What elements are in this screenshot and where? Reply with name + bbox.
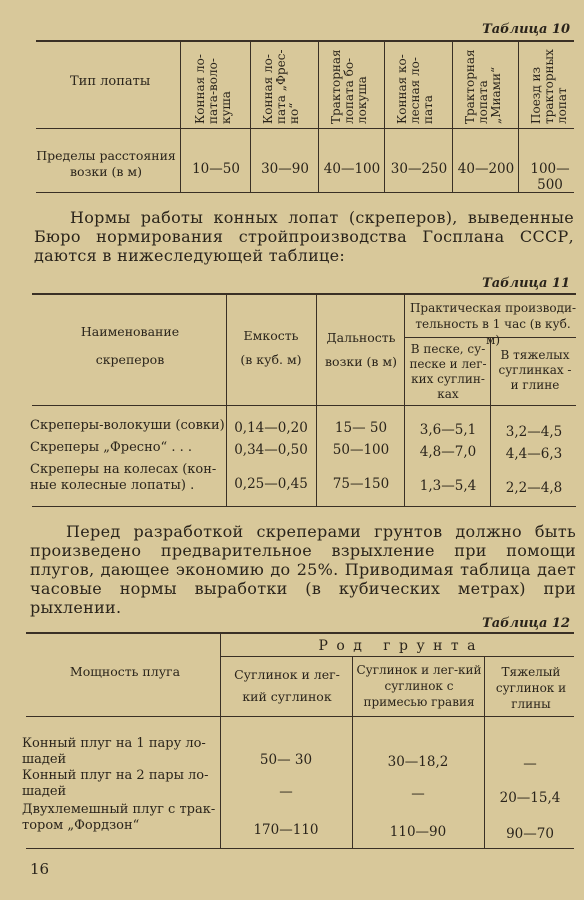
table11-sand: 4,8—7,0 xyxy=(419,444,477,460)
table10-value: 10—50 xyxy=(192,161,240,177)
table10-value: 40—100 xyxy=(323,161,381,177)
table10-value: 100—500 xyxy=(530,161,570,193)
table12-col1: Суглинок и лег-кий суглинок xyxy=(234,667,340,704)
table10-value: 30—90 xyxy=(261,161,309,177)
table11-row-name: Скреперы „Фресно“ . . . xyxy=(30,440,192,455)
table11-vline xyxy=(316,294,317,506)
table10-vline xyxy=(518,41,519,192)
table11-distance: 75—150 xyxy=(332,476,390,492)
table11-top-rule xyxy=(32,293,576,295)
table10-col-label: Тракторная лопата „Миами“ xyxy=(463,49,503,124)
table11-heavy: 4,4—6,3 xyxy=(505,446,563,462)
table10-bottom-rule xyxy=(36,192,574,193)
table11-row-name: Скреперы-волокуши (совки) xyxy=(30,418,225,433)
table12-vline xyxy=(484,657,485,848)
table12-col3: Тяжелый суглинок и глины xyxy=(495,665,567,711)
table11-distance: 50—100 xyxy=(332,442,390,458)
table10-col-label: Конная ло-пата „Фрес-но“ xyxy=(261,49,301,124)
table10-col-label: Конная ко-лесная ло-пата xyxy=(395,54,435,124)
table11-distance: 15— 50 xyxy=(334,420,388,436)
table11-col-capacity-2: (в куб. м) xyxy=(240,352,302,367)
table11-vline xyxy=(404,294,405,506)
table10-col-header xyxy=(330,44,374,124)
table12-v2: — xyxy=(411,786,425,802)
table10-col-header xyxy=(262,44,306,124)
table12-v3: 90—70 xyxy=(506,826,554,842)
table11-col-name: Наименование xyxy=(80,324,180,339)
table12-row-name: Конный плуг на 2 пары ло-шадей xyxy=(22,768,209,799)
table12-caption: Таблица 12 xyxy=(482,616,570,631)
table10-col-label: Тракторная лопата бо-локуша xyxy=(329,49,369,124)
table11-heavy: 3,2—4,5 xyxy=(505,424,563,440)
table11-col-name-2: скреперов xyxy=(95,352,165,367)
table10-col-header xyxy=(530,44,574,124)
table11-heavy: 2,2—4,8 xyxy=(505,480,563,496)
table10-vline xyxy=(180,41,181,192)
table12-v1: 50— 30 xyxy=(259,752,313,768)
table12-v3: 20—15,4 xyxy=(499,790,561,806)
table11-col-prod: Практическая производи-тельность в 1 час (в куб. м) xyxy=(409,301,577,347)
page-number: 16 xyxy=(30,860,50,878)
table11-vline xyxy=(490,338,491,506)
table10-vline xyxy=(318,41,319,192)
table10-row-header: Тип лопаты xyxy=(70,74,151,89)
paragraph-1: Нормы работы конных лопат (скреперов), выведенные Бюро нормирования стройпроизводства Госплана СССР, даются в нижеследующей таблице: xyxy=(34,208,574,265)
table11-capacity: 0,34—0,50 xyxy=(234,442,308,458)
table11-bottom-rule xyxy=(32,506,576,507)
table12-top-rule xyxy=(26,632,574,634)
paragraph-2: Перед разработкой скреперами грунтов должно быть произведено предварительное взрыхление при помощи плугов, дающее экономию до 25%. Приводимая таблица дает часовые нормы выработки (в кубических метрах) при рыхлении. xyxy=(30,522,576,617)
table11-col-heavy: В тяжелых суглинках - и глине xyxy=(498,348,572,392)
table10-vline xyxy=(384,41,385,192)
table12-group-rule xyxy=(220,656,574,657)
table10-top-rule xyxy=(36,40,574,42)
table12-v3: — xyxy=(523,756,537,772)
table10-value: 40—200 xyxy=(457,161,515,177)
table12-v2: 110—90 xyxy=(389,824,447,840)
table12-header-rule xyxy=(26,716,574,717)
table11-sand: 3,6—5,1 xyxy=(419,422,477,438)
table11-vline xyxy=(226,294,227,506)
table11-capacity: 0,14—0,20 xyxy=(234,420,308,436)
table12-v2: 30—18,2 xyxy=(387,754,449,770)
table10-col-label: Конная ло-пата-воло-куша xyxy=(193,54,233,124)
table11-caption: Таблица 11 xyxy=(482,276,570,291)
table10-vline xyxy=(452,41,453,192)
table11-header-rule xyxy=(32,405,576,406)
table10-col-header xyxy=(464,44,508,124)
table11-col-sand: В песке, су-песке и лег-ких суглин-ках xyxy=(409,342,487,401)
table11-col-capacity: Емкость xyxy=(243,328,299,343)
table10-col-label: Поезд из тракторных лопат xyxy=(529,49,569,124)
table11-col-distance: Дальность xyxy=(326,330,396,345)
table10-row-label: Пределы расстояния возки (в м) xyxy=(36,148,176,179)
table12-v1: — xyxy=(279,784,293,800)
table10-value: 30—250 xyxy=(390,161,448,177)
table12-v1: 170—110 xyxy=(253,822,319,838)
table12-bottom-rule xyxy=(26,848,574,849)
table11-row-name: Скреперы на колесах (кон-ные колесные лопаты) . xyxy=(30,462,217,493)
table10-col-header xyxy=(396,44,440,124)
table10-vline xyxy=(250,41,251,192)
table12-vline xyxy=(352,657,353,848)
table10-caption: Таблица 10 xyxy=(482,22,570,37)
table11-sand: 1,3—5,4 xyxy=(419,478,477,494)
table11-capacity: 0,25—0,45 xyxy=(234,476,308,492)
table12-col2: Суглинок и лег-кий суглинок с примесью гравия xyxy=(356,663,482,709)
table12-group-header: Р о д г р у н т а xyxy=(318,638,478,654)
table12-col-power: Мощность плуга xyxy=(69,664,181,679)
table12-row-name: Двухлемешный плуг с трак-тором „Фордзон“ xyxy=(22,802,216,833)
table11-col-distance-2: возки (в м) xyxy=(325,354,397,369)
table10-header-rule xyxy=(36,128,574,129)
table12-row-name: Конный плуг на 1 пару ло-шадей xyxy=(22,736,206,767)
table12-vline xyxy=(220,633,221,848)
table10-col-header xyxy=(194,44,238,124)
